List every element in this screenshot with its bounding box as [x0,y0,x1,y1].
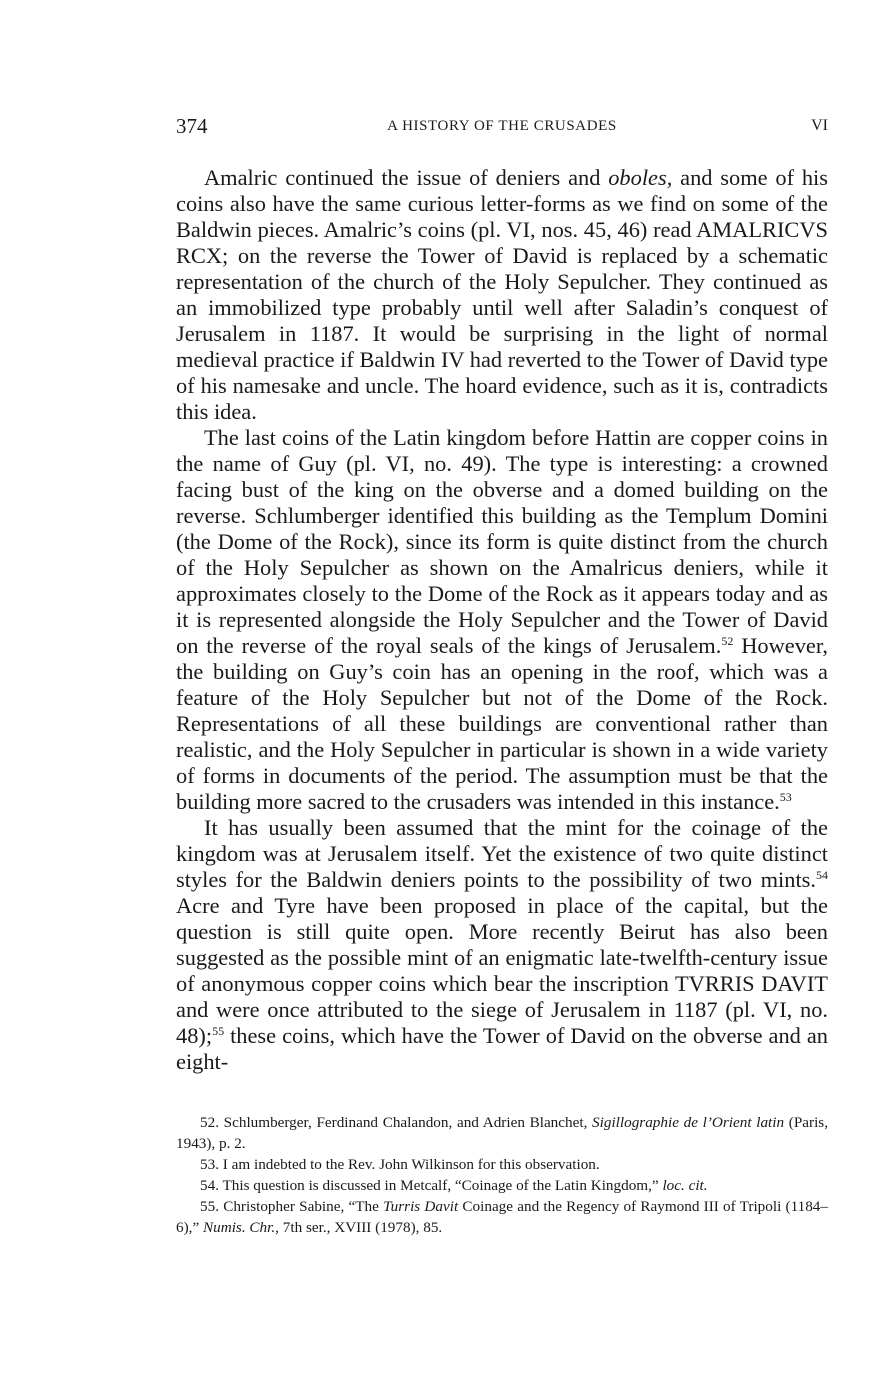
footnote-text: (Paris, 1943), p. 2. [176,1114,828,1152]
paragraph-1 [176,165,828,425]
running-head [176,114,828,142]
footnote-54 [176,1175,828,1196]
footnote-text: Coinage and the Regency of Raymond III of Tripoli (1184–6),” [176,1198,828,1236]
footnote-italic: loc. cit. [662,1177,708,1194]
footnote-reference[interactable]: 52 [721,634,734,648]
footnote-italic: Numis. Chr., [203,1219,279,1236]
part-number: VI [811,117,828,134]
paragraph-text: The last coins of the Latin kingdom before Hattin are copper coins in the name of Guy (pl. VI, no. 49). The type is interesting: a crowned facing bust of the king on the obverse and a domed building on the reverse. Schlumberger identified this building as the Templum Domini (the Dome of the Rock), since its form is quite distinct from the church of the Holy Sepulcher as shown on the Amalricus deniers, while it approximates closely to the Dome of the Rock as it appears today and as it is represented alongside the Holy Sepulcher and the Tower of David on the reverse of the royal seals of the kings of Jerusalem. [176,425,828,658]
footnote-text: 54. This question is discussed in Metcalf, “Coinage of the Latin Kingdom,” [200,1177,663,1194]
page-number: 374 [176,114,208,138]
footnote-text: 55. Christopher Sabine, “The [200,1198,384,1215]
footnote-text: 52. Schlumberger, Ferdinand Chalandon, and Adrien Blanchet, [200,1114,593,1131]
footnote-55 [176,1196,828,1238]
paragraph-text: these coins, which have the Tower of David on the obverse and an eight- [176,1023,828,1074]
footnote-reference[interactable]: 55 [212,1024,225,1038]
footnote-53 [176,1154,828,1175]
footnote-italic: Turris Davit [383,1198,459,1215]
paragraph-text: It has usually been assumed that the mint for the coinage of the kingdom was at Jerusalem itself. Yet the existence of two quite distinct styles for the Baldwin deniers points to the possibility of two mints. [176,815,828,892]
footnote-reference[interactable]: 54 [816,868,828,882]
paragraph-2 [176,425,828,815]
paragraph-text: However, the building on Guy’s coin has an opening in the roof, which was a feature of the Holy Sepulcher but not of the Dome of the Rock. Representations of all these buildings are conventional rather than realistic, and the Holy Sepulcher in particular is shown in a wide variety of forms in documents of the period. The assumption must be that the building more sacred to the crusaders was intended in this instance. [176,633,828,814]
footnote-italic: Sigillographie de l’Orient latin [592,1114,785,1131]
paragraph-3 [176,815,828,1075]
footnotes [176,1112,828,1238]
paragraph-text: and some of his coins also have the same curious letter-forms as we find on some of the Baldwin pieces. Amalric’s coins (pl. VI, nos. 45, 46) read AMALRICVS RϹX; on the reverse the Tower of David is replaced by a schematic representation of the church of the Holy Sepulcher. They continued as an immobilized type probably until well after Saladin’s conquest of Jerusalem in 1187. It would be surprising in the light of normal medieval practice if Baldwin IV had reverted to the Tower of David type of his namesake and uncle. The hoard evidence, such as it is, contradicts this idea. [176,165,828,424]
footnote-text: 53. I am indebted to the Rev. John Wilkinson for this observation. [200,1156,600,1173]
footnote-text: 7th ser., XVIII (1978), 85. [278,1219,443,1236]
paragraph-text: Amalric continued the issue of deniers and [204,165,609,190]
footnote-52 [176,1112,828,1154]
footnote-reference[interactable]: 53 [779,790,792,804]
main-text [176,165,828,1075]
italic-term: oboles, [608,165,673,190]
running-title: A HISTORY OF THE CRUSADES [387,118,617,134]
paragraph-text: Acre and Tyre have been proposed in place of the capital, but the question is still quite open. More recently Beirut has also been suggested as the possible mint of an enigmatic late-twelfth-century issue of anonymous copper coins which bear the inscription TVRRIS DAVIT and were once attributed to the siege of Jerusalem in 1187 (pl. VI, no. 48); [176,893,828,1048]
